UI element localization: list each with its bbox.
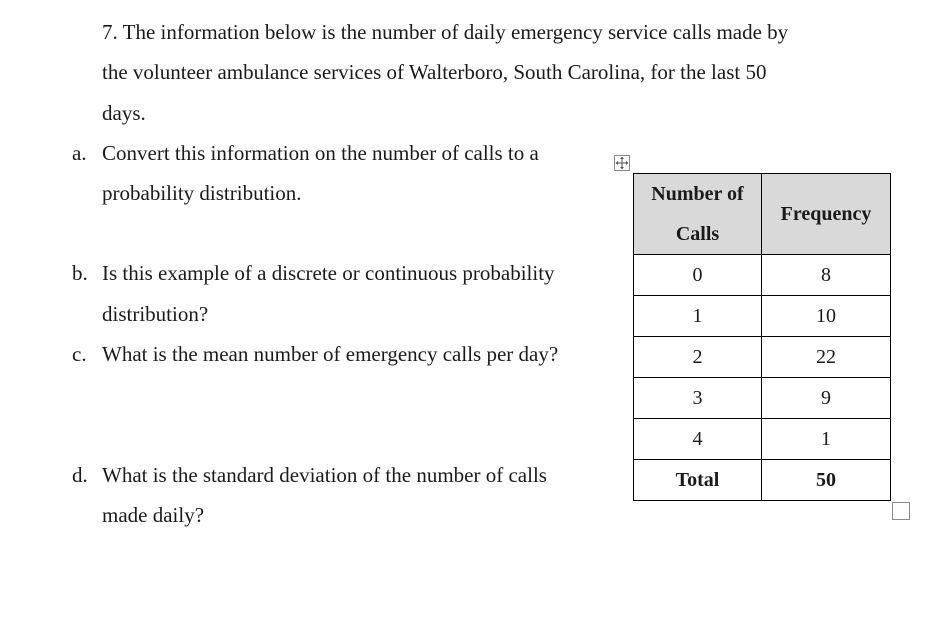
header-calls-line-1: Number of [651, 183, 744, 205]
part-d-marker: d. [72, 463, 88, 487]
table-total-row [634, 460, 891, 501]
table-row [634, 337, 891, 378]
cell-frequency: 22 [762, 337, 891, 378]
table-row [634, 378, 891, 419]
table-header-row [634, 174, 891, 255]
part-c-marker: c. [72, 342, 87, 366]
part-b-line-2: distribution? [102, 302, 209, 326]
part-c-line-1: What is the mean number of emergency calls per day? [102, 342, 559, 366]
total-value: 50 [762, 460, 891, 501]
table-row [634, 419, 891, 460]
cell-calls: 1 [634, 296, 762, 337]
cell-frequency: 10 [762, 296, 891, 337]
part-a-line-2: probability distribution. [102, 181, 302, 205]
question-line-1: 7. The information below is the number of daily emergency service calls made by [102, 20, 789, 44]
cell-calls: 0 [634, 255, 762, 296]
part-d-line-2: made daily? [102, 503, 205, 527]
part-a-line-1: Convert this information on the number of calls to a [102, 141, 539, 165]
part-a-marker: a. [72, 141, 87, 165]
total-label: Total [634, 460, 762, 501]
cell-calls: 4 [634, 419, 762, 460]
cell-frequency: 1 [762, 419, 891, 460]
resize-square-icon[interactable] [892, 502, 910, 520]
table-row [634, 255, 891, 296]
question-line-3: days. [102, 101, 146, 125]
part-b-marker: b. [72, 261, 88, 285]
part-d-line-1: What is the standard deviation of the number of calls [102, 463, 547, 487]
header-frequency: Frequency [762, 174, 891, 255]
move-arrows-icon[interactable] [614, 155, 630, 171]
question-line-2: the volunteer ambulance services of Walterboro, South Carolina, for the last 50 [102, 60, 767, 84]
table-row [634, 296, 891, 337]
part-b-line-1: Is this example of a discrete or continuous probability [102, 261, 555, 285]
header-number-of-calls [634, 174, 762, 255]
cell-frequency: 9 [762, 378, 891, 419]
header-calls-line-2: Calls [675, 223, 720, 245]
frequency-table [633, 173, 891, 501]
cell-calls: 3 [634, 378, 762, 419]
cell-frequency: 8 [762, 255, 891, 296]
cell-calls: 2 [634, 337, 762, 378]
